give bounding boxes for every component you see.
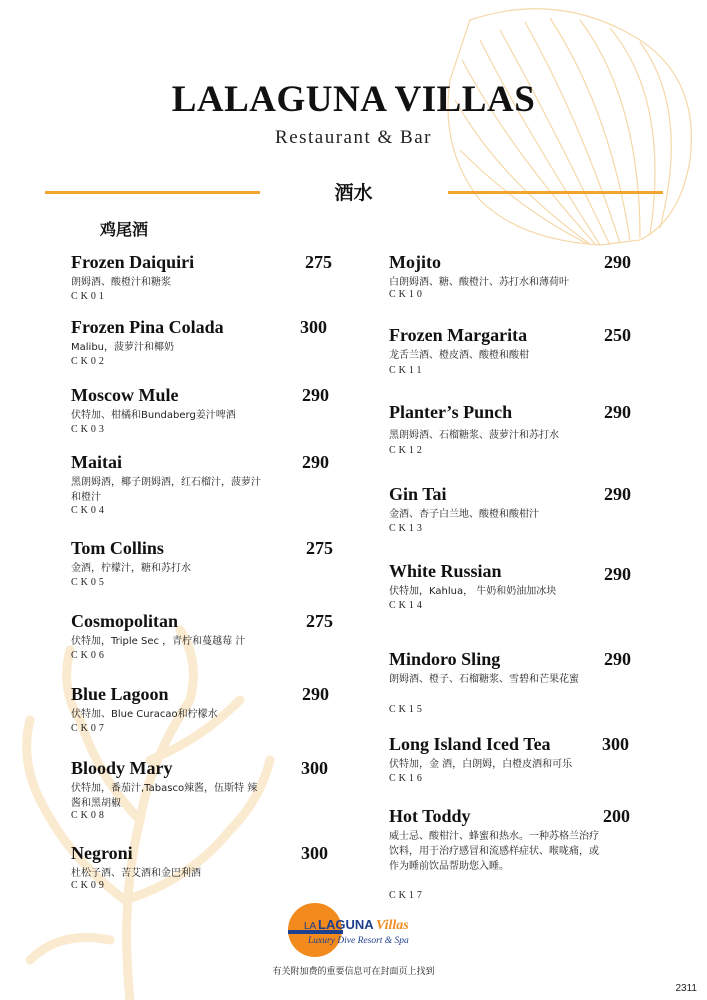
- item-name: Mojito: [389, 252, 441, 272]
- item-name: Maitai: [71, 452, 122, 472]
- item-price: 290: [604, 649, 631, 669]
- item-description: 伏特加，Kahlua， 牛奶和奶油加冰块: [389, 586, 557, 597]
- item-description: Malibu，菠萝汁和椰奶: [71, 342, 174, 353]
- item-name: Frozen Pina Colada: [71, 317, 224, 337]
- item-price: 290: [604, 402, 631, 422]
- category-heading: 鸡尾酒: [100, 220, 149, 239]
- item-code: CK10: [389, 289, 425, 300]
- item-price: 290: [604, 564, 631, 584]
- item-code: CK09: [71, 880, 107, 891]
- item-description: 伏特加，番茄汁,Tabasco辣酱，伍斯特 辣酱和黑胡椒: [71, 783, 258, 809]
- item-code: CK01: [71, 291, 107, 302]
- item-description: 朗姆酒、酸橙汁和糖浆: [71, 277, 171, 288]
- item-price: 290: [302, 452, 329, 472]
- item-description: 伏特加，Triple Sec ，青柠和蔓越莓 汁: [71, 636, 246, 647]
- item-price: 275: [306, 611, 333, 631]
- item-code: CK15: [389, 704, 425, 715]
- logo-la: LA: [304, 921, 317, 932]
- item-description: 威士忌、酸柑汁、蜂蜜和热水。一种苏格兰治疗饮料，用于治疗感冒和流感样症状、喉咙痛，或作为睡前饮品帮助您入睡。: [389, 831, 599, 872]
- item-price: 300: [301, 843, 328, 863]
- item-description: 金酒，柠檬汁，糖和苏打水: [71, 563, 191, 574]
- item-price: 290: [604, 484, 631, 504]
- item-description: 白朗姆酒、糖、酸橙汁、苏打水和薄荷叶: [389, 277, 569, 288]
- item-price: 290: [302, 385, 329, 405]
- logo-laguna: LAGUNA: [318, 917, 374, 932]
- logo-villas: Villas: [376, 918, 409, 933]
- item-code: CK11: [389, 365, 425, 376]
- item-code: CK03: [71, 424, 107, 435]
- item-name: Planter’s Punch: [389, 402, 513, 422]
- item-code: CK13: [389, 523, 425, 534]
- item-description: 黑朗姆酒，椰子朗姆酒，红石榴汁，菠萝汁和橙汁: [71, 477, 261, 503]
- right-divider: [448, 191, 663, 194]
- item-name: Bloody Mary: [71, 758, 173, 778]
- item-price: 300: [301, 758, 328, 778]
- item-code: CK02: [71, 356, 107, 367]
- item-name: Frozen Margarita: [389, 325, 528, 345]
- item-price: 200: [603, 806, 630, 826]
- logo-tagline: Luxury Dive Resort & Spa: [308, 936, 409, 946]
- page-subtitle: Restaurant & Bar: [275, 127, 432, 148]
- item-name: Gin Tai: [389, 484, 447, 504]
- resort-logo: [270, 902, 450, 962]
- item-price: 290: [604, 252, 631, 272]
- item-name: Mindoro Sling: [389, 649, 501, 669]
- item-name: Frozen Daiquiri: [71, 252, 195, 272]
- item-code: CK07: [71, 723, 107, 734]
- item-price: 275: [305, 252, 332, 272]
- item-code: CK14: [389, 600, 425, 611]
- item-price: 300: [300, 317, 327, 337]
- item-name: Negroni: [71, 843, 133, 863]
- item-code: CK05: [71, 577, 107, 588]
- item-name: Cosmopolitan: [71, 611, 179, 631]
- footer-note: 有关附加费的重要信息可在封面页上找到: [272, 967, 435, 977]
- item-price: 275: [306, 538, 333, 558]
- item-code: CK17: [389, 890, 425, 901]
- item-price: 290: [302, 684, 329, 704]
- item-description: 杜松子酒、苦艾酒和金巴利酒: [71, 868, 201, 879]
- item-price: 300: [602, 734, 629, 754]
- section-heading: 酒水: [334, 182, 373, 204]
- item-price: 250: [604, 325, 631, 345]
- item-code: CK16: [389, 773, 425, 784]
- item-description: 龙舌兰酒、橙皮酒、酸橙和酸柑: [389, 350, 529, 361]
- item-description: 伏特加、柑橘和Bundaberg姜汁啤酒: [71, 410, 236, 421]
- item-description: 黑朗姆酒、石榴糖浆、菠萝汁和苏打水: [389, 430, 559, 441]
- page-number: 2311: [675, 983, 697, 994]
- item-name: Long Island Iced Tea: [389, 734, 551, 754]
- item-name: Hot Toddy: [389, 806, 471, 826]
- item-description: 金酒、杏子白兰地、酸橙和酸柑汁: [389, 509, 539, 520]
- item-code: CK12: [389, 445, 425, 456]
- item-name: White Russian: [389, 561, 502, 581]
- item-code: CK08: [71, 810, 107, 821]
- item-name: Blue Lagoon: [71, 684, 169, 704]
- item-name: Moscow Mule: [71, 385, 179, 405]
- item-description: 伏特加、Blue Curacao和柠檬水: [71, 709, 218, 720]
- item-code: CK04: [71, 505, 107, 516]
- item-description: 朗姆酒、橙子、石榴糖浆、雪碧和芒果花蜜: [389, 674, 579, 685]
- item-description: 伏特加，金 酒，白朗姆，白橙皮酒和可乐: [389, 759, 573, 770]
- item-name: Tom Collins: [71, 538, 164, 558]
- item-code: CK06: [71, 650, 107, 661]
- page-title: LALAGUNA VILLAS: [171, 79, 536, 120]
